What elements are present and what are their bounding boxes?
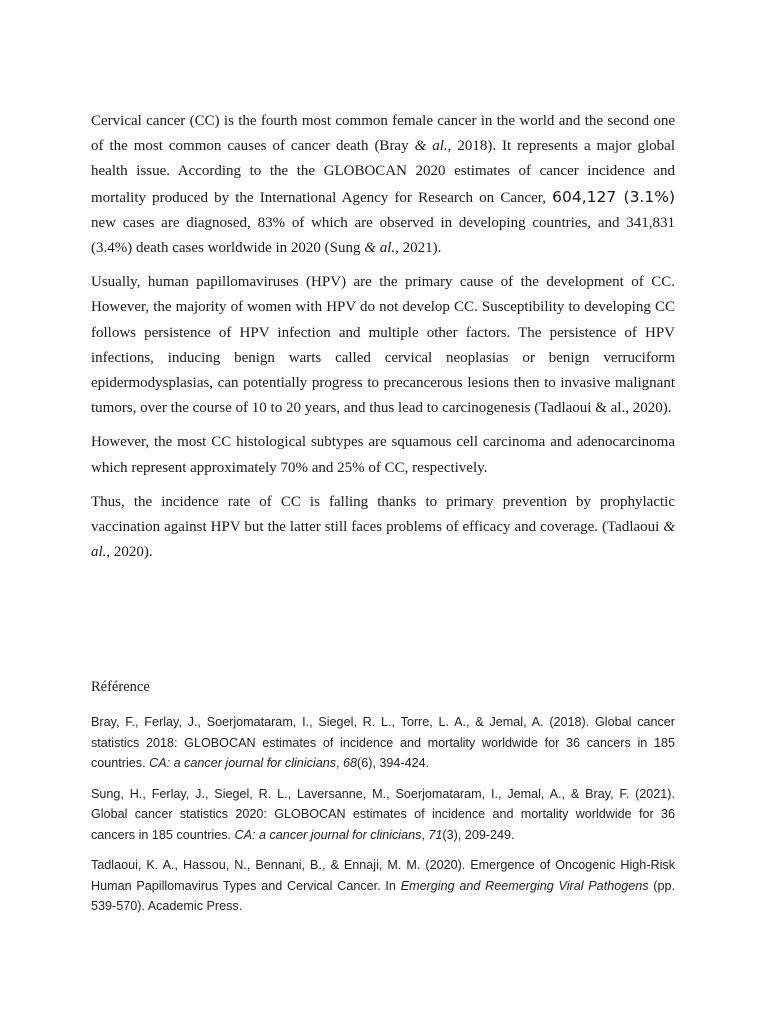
paragraph-4: Thus, the incidence rate of CC is falling thanks to primary prevention by prophylactic vaccination against HPV but the latter still faces problems of efficacy and coverage. (Tadlaoui & al., 2020).: [91, 493, 675, 561]
reference-list: [91, 712, 675, 927]
reference-item: Tadlaoui, K. A., Hassou, N., Bennani, B., & Ennaji, M. M. (2020). Emergence of Oncogenic High-Risk Human Papillomavirus Types and Cervical Cancer. In Emerging and Reemerging Viral Pathogens (pp. 539-570). Academic Press.: [91, 858, 675, 913]
citation-etal: & al.: [91, 519, 675, 561]
paragraph-1: Cervical cancer (CC) is the fourth most common female cancer in the world and the second one of the most common causes of cancer death (Bray & al., 2018). It represents a major global health issue. According to the the GLOBOCAN 2020 estimates of cancer incidence and mortality produced by the International Agency for Research on Cancer, 604,127 (3.1%) new cases are diagnosed, 83% of which are observed in developing countries, and 341,831 (3.4%) death cases worldwide in 2020 (Sung & al., 2021).: [91, 113, 676, 257]
paragraph-3: However, the most CC histological subtypes are squamous cell carcinoma and adenocarcinoma which represent approximately 70% and 25% of CC, respectively.: [91, 434, 675, 476]
volume: 68: [343, 756, 358, 770]
reference-item: Sung, H., Ferlay, J., Siegel, R. L., Laversanne, M., Soerjomataram, I., Jemal, A., & Bray, F. (2021). Global cancer statistics 2020: GLOBOCAN estimates of incidence and mortality worldwide for 36 cancers in 185 countries. CA: a cancer journal for clinicians, 71(3), 209-249.: [91, 786, 675, 842]
book-title: Emerging and Reemerging Viral Pathogens: [400, 878, 649, 893]
citation-etal: & al.: [414, 138, 448, 155]
reference-item: Bray, F., Ferlay, J., Soerjomataram, I., Siegel, R. L., Torre, L. A., & Jemal, A. (2018). Global cancer statistics 2018: GLOBOCAN estimates of incidence and mortality worldwide for 36 cancers in 185 countries. CA: a cancer journal for clinicians, 68(6), 394-424.: [91, 715, 675, 770]
journal-title: CA: a cancer journal for clinicians: [149, 756, 336, 770]
references-heading: Référence: [91, 679, 150, 695]
paragraph-2: Usually, human papillomaviruses (HPV) are the primary cause of the development of CC. However, the majority of women with HPV do not develop CC. Susceptibility to developing CC follows persistence of HPV infection and multiple other factors. The persistence of HPV infections, inducing benign warts called cervical neoplasias or benign verruciform epidermodysplasias, can potentially progress to precancerous lesions then to invasive malignant tumors, over the course of 10 to 20 years, and thus lead to carcinogenesis (Tadlaoui & al., 2020).: [91, 274, 675, 417]
volume: 71: [428, 827, 443, 842]
journal-title: CA: a cancer journal for clinicians: [234, 827, 422, 842]
new-cases-figure: 604,127 (3.1%): [552, 187, 675, 206]
document-body: [91, 109, 675, 574]
citation-etal: & al.: [364, 240, 396, 257]
